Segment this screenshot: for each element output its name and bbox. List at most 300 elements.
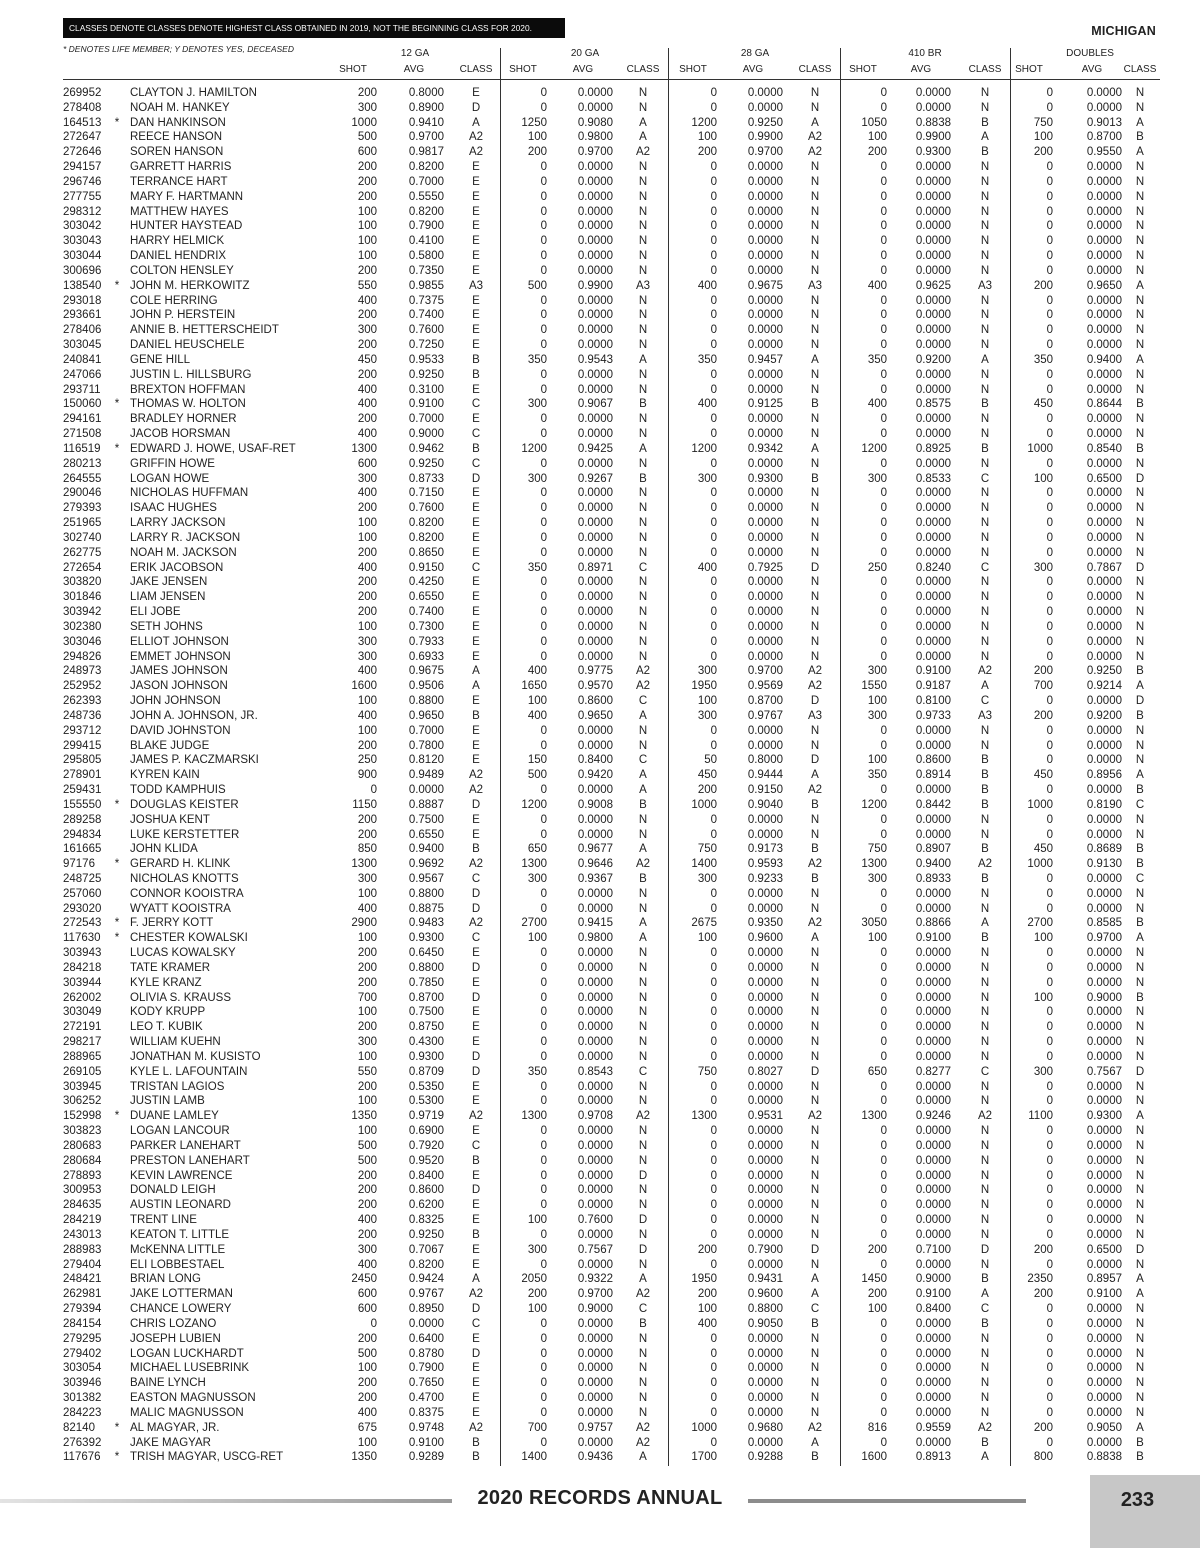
- table-row: [0, 650, 1200, 665]
- average: 0.8957: [1086, 1273, 1122, 1286]
- average: 0.0000: [915, 457, 951, 470]
- class-value: N: [980, 1169, 990, 1182]
- average: 0.0000: [1086, 87, 1122, 99]
- member-id: 278406: [63, 324, 102, 337]
- average: 0.8907: [915, 843, 951, 856]
- class-value: E: [472, 531, 480, 544]
- class-value: A: [981, 680, 989, 693]
- member-id: 290046: [63, 487, 102, 500]
- shot-count: 0: [710, 606, 717, 619]
- shot-count: 0: [540, 1317, 547, 1330]
- average: 0.0000: [577, 1169, 613, 1182]
- class-value: B: [639, 872, 647, 885]
- average: 0.0000: [915, 502, 951, 515]
- average: 0.9100: [915, 665, 951, 678]
- class-value: B: [639, 472, 647, 485]
- member-id: 294826: [63, 650, 102, 663]
- member-id: 116519: [63, 442, 101, 455]
- member-id: 294834: [63, 828, 102, 841]
- average: 0.9250: [408, 1228, 444, 1241]
- shot-count: 0: [880, 368, 887, 381]
- table-row: [0, 294, 1200, 309]
- average: 0.0000: [747, 1392, 783, 1405]
- shot-count: 0: [540, 324, 547, 337]
- average: 0.0000: [1086, 413, 1122, 426]
- class-value: E: [472, 1243, 480, 1256]
- table-row: [0, 1450, 1200, 1465]
- class-value: N: [638, 576, 648, 589]
- shot-count: 0: [540, 546, 547, 559]
- class-value: A: [639, 1273, 647, 1286]
- class-column-header: CLASS: [798, 64, 832, 75]
- shot-count: 0: [540, 531, 547, 544]
- shot-count: 0: [540, 1332, 547, 1345]
- average: 0.9431: [747, 1273, 783, 1286]
- class-value: N: [1135, 531, 1145, 544]
- average: 0.0000: [915, 739, 951, 752]
- shot-count: 700: [1033, 680, 1053, 693]
- member-id: 247066: [63, 368, 102, 381]
- average: 0.7900: [408, 220, 444, 233]
- average: 0.0000: [915, 1436, 951, 1449]
- shot-count: 200: [357, 309, 377, 322]
- average: 0.0000: [1086, 1080, 1122, 1093]
- shot-count: 200: [1033, 279, 1053, 292]
- shot-count: 1000: [691, 1421, 717, 1434]
- shot-count: 0: [1046, 101, 1053, 114]
- shot-count: 0: [540, 1036, 547, 1049]
- class-value: E: [472, 294, 480, 307]
- class-value: N: [810, 205, 820, 218]
- shooter-name: CONNOR KOOISTRA: [130, 887, 244, 900]
- average: 0.8925: [915, 442, 951, 455]
- average: 0.7400: [408, 309, 444, 322]
- member-id: 117676: [63, 1451, 101, 1464]
- class-value: N: [980, 976, 990, 989]
- average: 0.0000: [915, 87, 951, 99]
- shot-count: 0: [880, 1036, 887, 1049]
- life-member-marker: *: [114, 917, 120, 930]
- class-value: N: [638, 1139, 648, 1152]
- class-value: A: [1136, 116, 1144, 129]
- average: 0.8914: [915, 769, 951, 782]
- shot-count: 300: [357, 1243, 377, 1256]
- shot-count: 0: [540, 591, 547, 604]
- shooter-name: BRADLEY HORNER: [130, 413, 237, 426]
- class-value: N: [1135, 828, 1145, 841]
- shot-count: 0: [1046, 1258, 1053, 1271]
- shot-count: 0: [880, 976, 887, 989]
- average: 0.0000: [747, 546, 783, 559]
- shot-count: 350: [697, 353, 717, 366]
- average: 0.0000: [577, 1036, 613, 1049]
- shot-count: 0: [1046, 368, 1053, 381]
- average: 0.0000: [577, 1332, 613, 1345]
- shot-count: 0: [540, 784, 547, 796]
- class-value: N: [1135, 620, 1145, 633]
- shot-count: 100: [357, 235, 377, 248]
- shot-count: 200: [357, 1199, 377, 1212]
- shot-count: 0: [540, 1050, 547, 1063]
- class-value: B: [472, 1451, 480, 1464]
- class-value: N: [980, 991, 990, 1004]
- shot-count: 0: [710, 205, 717, 218]
- class-value: N: [638, 902, 648, 915]
- shot-count: 0: [880, 175, 887, 188]
- average: 0.6933: [408, 650, 444, 663]
- shot-count: 0: [540, 235, 547, 248]
- average: 0.9250: [747, 116, 783, 129]
- class-value: A: [639, 131, 647, 144]
- class-value: B: [472, 353, 480, 366]
- class-value: E: [472, 1080, 480, 1093]
- class-value: E: [472, 1392, 480, 1405]
- class-value: B: [981, 784, 989, 796]
- shooter-name: BAINE LYNCH: [130, 1377, 206, 1390]
- average: 0.0000: [747, 531, 783, 544]
- shot-count: 0: [710, 1362, 717, 1375]
- shot-count: 0: [880, 531, 887, 544]
- class-value: B: [472, 843, 480, 856]
- table-row: [0, 145, 1200, 160]
- shot-count: 0: [880, 235, 887, 248]
- shot-count: 200: [357, 1080, 377, 1093]
- member-id: 272543: [63, 917, 102, 930]
- average: 0.0000: [1086, 205, 1122, 218]
- average: 0.9214: [1086, 680, 1122, 693]
- average: 0.9600: [747, 932, 783, 945]
- class-value: N: [1135, 294, 1145, 307]
- member-id: 303943: [63, 947, 102, 960]
- shot-count: 200: [357, 828, 377, 841]
- average: 0.8971: [577, 561, 613, 574]
- average: 0.0000: [1086, 1021, 1122, 1034]
- member-id: 278893: [63, 1169, 102, 1182]
- group-heading: 20 GA: [570, 48, 600, 59]
- shot-count: 0: [710, 961, 717, 974]
- average: 0.9570: [577, 680, 613, 693]
- shot-count: 0: [880, 991, 887, 1004]
- shot-count: 0: [540, 205, 547, 218]
- shot-count: 400: [357, 398, 377, 411]
- class-value: D: [471, 887, 481, 900]
- shot-count: 0: [540, 635, 547, 648]
- shot-count: 100: [697, 695, 717, 708]
- average: 0.0000: [915, 205, 951, 218]
- shooter-name: LIAM JENSEN: [130, 591, 206, 604]
- member-id: 269105: [63, 1065, 102, 1078]
- shot-count: 1950: [691, 1273, 717, 1286]
- class-value: N: [980, 591, 990, 604]
- shooter-name: HUNTER HAYSTEAD: [130, 220, 243, 233]
- class-value: A: [639, 709, 647, 722]
- average: 0.8950: [408, 1303, 444, 1316]
- member-id: 303820: [63, 576, 102, 589]
- average: 0.9300: [915, 146, 951, 159]
- table-row: [0, 916, 1200, 931]
- shot-count: 0: [880, 205, 887, 218]
- shot-count: 2900: [351, 917, 377, 930]
- shot-count: 0: [880, 1214, 887, 1227]
- shot-count: 0: [540, 368, 547, 381]
- shot-count: 100: [357, 1362, 377, 1375]
- member-id: 303054: [63, 1362, 102, 1375]
- shot-count: 0: [710, 1169, 717, 1182]
- table-row: [0, 279, 1200, 294]
- class-value: N: [980, 1021, 990, 1034]
- average: 0.0000: [747, 324, 783, 337]
- shot-count: 0: [540, 309, 547, 322]
- average: 0.8800: [408, 887, 444, 900]
- shot-count: 0: [1046, 428, 1053, 441]
- class-value: N: [1135, 1095, 1145, 1108]
- average: 0.0000: [577, 784, 613, 796]
- class-value: N: [1135, 1332, 1145, 1345]
- average: 0.0000: [915, 324, 951, 337]
- class-value: E: [472, 1006, 480, 1019]
- class-value: N: [810, 991, 820, 1004]
- shot-count: 0: [540, 487, 547, 500]
- average: 0.0000: [915, 1080, 951, 1093]
- shot-count: 300: [867, 872, 887, 885]
- shot-count: 750: [697, 843, 717, 856]
- class-value: N: [980, 1392, 990, 1405]
- average: 0.0000: [747, 294, 783, 307]
- class-value: N: [638, 428, 648, 441]
- life-member-marker: *: [114, 442, 120, 455]
- shot-count: 2050: [521, 1273, 547, 1286]
- shooter-name: JASON JOHNSON: [130, 680, 228, 693]
- average: 0.7933: [408, 635, 444, 648]
- shot-count: 0: [540, 976, 547, 989]
- member-id: 298217: [63, 1036, 102, 1049]
- table-row: [0, 442, 1200, 457]
- class-value: N: [1135, 1377, 1145, 1390]
- class-value: C: [638, 1303, 648, 1316]
- shot-count: 0: [1046, 324, 1053, 337]
- class-value: N: [980, 1139, 990, 1152]
- class-value: E: [472, 1095, 480, 1108]
- average: 0.0000: [577, 368, 613, 381]
- class-value: N: [638, 961, 648, 974]
- avg-column-header: AVG: [572, 64, 594, 75]
- class-value: A2: [807, 1421, 823, 1434]
- class-value: A: [981, 1288, 989, 1301]
- class-value: B: [981, 798, 989, 811]
- shot-count: 100: [357, 620, 377, 633]
- shot-count: 0: [710, 1392, 717, 1405]
- average: 0.7925: [747, 561, 783, 574]
- shot-count: 0: [880, 1080, 887, 1093]
- shot-count: 1650: [521, 680, 547, 693]
- average: 0.8700: [1086, 131, 1122, 144]
- class-value: A2: [468, 858, 484, 871]
- average: 0.9400: [915, 858, 951, 871]
- shot-count: 400: [357, 1258, 377, 1271]
- shot-count: 0: [1046, 650, 1053, 663]
- average: 0.9569: [747, 680, 783, 693]
- average: 0.0000: [577, 1228, 613, 1241]
- class-value: N: [980, 383, 990, 396]
- average: 0.8750: [408, 1021, 444, 1034]
- average: 0.7000: [408, 724, 444, 737]
- shot-count: 0: [880, 1095, 887, 1108]
- class-value: A: [811, 769, 819, 782]
- shot-count: 500: [527, 279, 547, 292]
- class-value: N: [980, 739, 990, 752]
- shot-count: 250: [867, 561, 887, 574]
- shooter-name: MICHAEL LUSEBRINK: [130, 1362, 250, 1375]
- shot-count: 100: [527, 932, 547, 945]
- table-row: [0, 961, 1200, 976]
- shot-count: 0: [540, 739, 547, 752]
- table-row: [0, 501, 1200, 516]
- shot-count: 450: [1033, 769, 1053, 782]
- class-value: N: [810, 324, 820, 337]
- shot-count: 0: [540, 87, 547, 99]
- shooter-name: TRISH MAGYAR, USCG-RET: [130, 1451, 284, 1464]
- class-value: N: [810, 1169, 820, 1182]
- shot-count: 0: [1046, 754, 1053, 767]
- average: 0.0000: [747, 1258, 783, 1271]
- shot-count: 0: [710, 724, 717, 737]
- table-row: [0, 457, 1200, 472]
- class-value: A2: [635, 1288, 651, 1301]
- average: 0.0000: [747, 724, 783, 737]
- shot-count: 0: [1046, 976, 1053, 989]
- class-value: N: [638, 309, 648, 322]
- member-id: 303945: [63, 1080, 102, 1093]
- shot-count: 200: [357, 813, 377, 826]
- class-value: D: [471, 991, 481, 1004]
- average: 0.9300: [408, 1050, 444, 1063]
- member-id: 295805: [63, 754, 102, 767]
- table-row: [0, 1406, 1200, 1421]
- shot-count: 0: [540, 1258, 547, 1271]
- shot-count: 0: [1046, 190, 1053, 203]
- member-id: 279404: [63, 1258, 102, 1271]
- average: 0.9250: [1086, 665, 1122, 678]
- class-value: D: [471, 1184, 481, 1197]
- class-value: N: [638, 294, 648, 307]
- average: 0.0000: [747, 1006, 783, 1019]
- class-value: N: [810, 606, 820, 619]
- table-row: [0, 1035, 1200, 1050]
- average: 0.8600: [577, 695, 613, 708]
- shot-count: 1300: [691, 1110, 717, 1123]
- shot-count: 400: [697, 398, 717, 411]
- class-value: N: [1135, 1362, 1145, 1375]
- class-value: N: [638, 101, 648, 114]
- average: 0.9559: [915, 1421, 951, 1434]
- table-row: [0, 946, 1200, 961]
- shooter-name: ANNIE B. HETTERSCHEIDT: [130, 324, 279, 337]
- member-id: 284219: [63, 1214, 102, 1227]
- shot-count: 0: [710, 650, 717, 663]
- average: 0.0000: [747, 828, 783, 841]
- average: 0.0000: [747, 606, 783, 619]
- average: 0.0000: [577, 220, 613, 233]
- shot-count: 100: [357, 205, 377, 218]
- class-value: N: [980, 220, 990, 233]
- average: 0.0000: [915, 413, 951, 426]
- average: 0.8400: [915, 1303, 951, 1316]
- class-value: N: [638, 175, 648, 188]
- average: 0.9150: [408, 561, 444, 574]
- class-value: A3: [807, 709, 823, 722]
- shot-count: 850: [357, 843, 377, 856]
- average: 0.4300: [408, 1036, 444, 1049]
- class-value: E: [472, 724, 480, 737]
- member-id: 155550: [63, 798, 102, 811]
- average: 0.0000: [915, 339, 951, 352]
- class-value: N: [810, 902, 820, 915]
- shot-count: 350: [527, 353, 547, 366]
- class-value: B: [472, 1228, 480, 1241]
- class-value: N: [1135, 235, 1145, 248]
- group-heading: 410 BR: [908, 48, 942, 59]
- average: 0.0000: [1086, 813, 1122, 826]
- average: 0.0000: [747, 235, 783, 248]
- class-value: N: [1135, 309, 1145, 322]
- average: 0.7250: [408, 339, 444, 352]
- shot-count: 0: [540, 1080, 547, 1093]
- shot-count: 1200: [521, 442, 547, 455]
- shot-count: 0: [540, 161, 547, 174]
- shot-column-header: SHOT: [1015, 64, 1043, 75]
- member-id: 264555: [63, 472, 102, 485]
- life-member-marker: *: [114, 398, 120, 411]
- average: 0.9520: [408, 1154, 444, 1167]
- class-value: E: [472, 1125, 480, 1138]
- average: 0.9855: [408, 279, 444, 292]
- shot-count: 0: [1046, 1021, 1053, 1034]
- class-value: N: [638, 502, 648, 515]
- average: 0.8600: [915, 754, 951, 767]
- average: 0.9748: [408, 1421, 444, 1434]
- member-id: 284154: [63, 1317, 102, 1330]
- shot-count: 0: [1046, 309, 1053, 322]
- average: 0.0000: [577, 739, 613, 752]
- class-value: N: [638, 887, 648, 900]
- average: 0.9767: [747, 709, 783, 722]
- class-value: N: [1135, 976, 1145, 989]
- class-value: D: [1135, 695, 1145, 708]
- table-row: [0, 412, 1200, 427]
- class-value: N: [810, 383, 820, 396]
- table-row: [0, 383, 1200, 398]
- average: 0.8700: [747, 695, 783, 708]
- class-value: N: [638, 1125, 648, 1138]
- class-value: N: [980, 517, 990, 530]
- shot-count: 0: [880, 828, 887, 841]
- average: 0.0000: [577, 1095, 613, 1108]
- class-value: B: [981, 843, 989, 856]
- average: 0.0000: [915, 1406, 951, 1419]
- table-row: [0, 546, 1200, 561]
- shot-count: 0: [370, 784, 377, 796]
- class-value: N: [980, 724, 990, 737]
- shot-count: 0: [1046, 220, 1053, 233]
- class-value: A: [1136, 680, 1144, 693]
- shot-count: 0: [710, 1436, 717, 1449]
- class-value: E: [472, 546, 480, 559]
- shot-count: 2675: [691, 917, 717, 930]
- shot-count: 0: [880, 264, 887, 277]
- class-value: E: [472, 813, 480, 826]
- average: 0.0000: [915, 1347, 951, 1360]
- shot-count: 200: [357, 161, 377, 174]
